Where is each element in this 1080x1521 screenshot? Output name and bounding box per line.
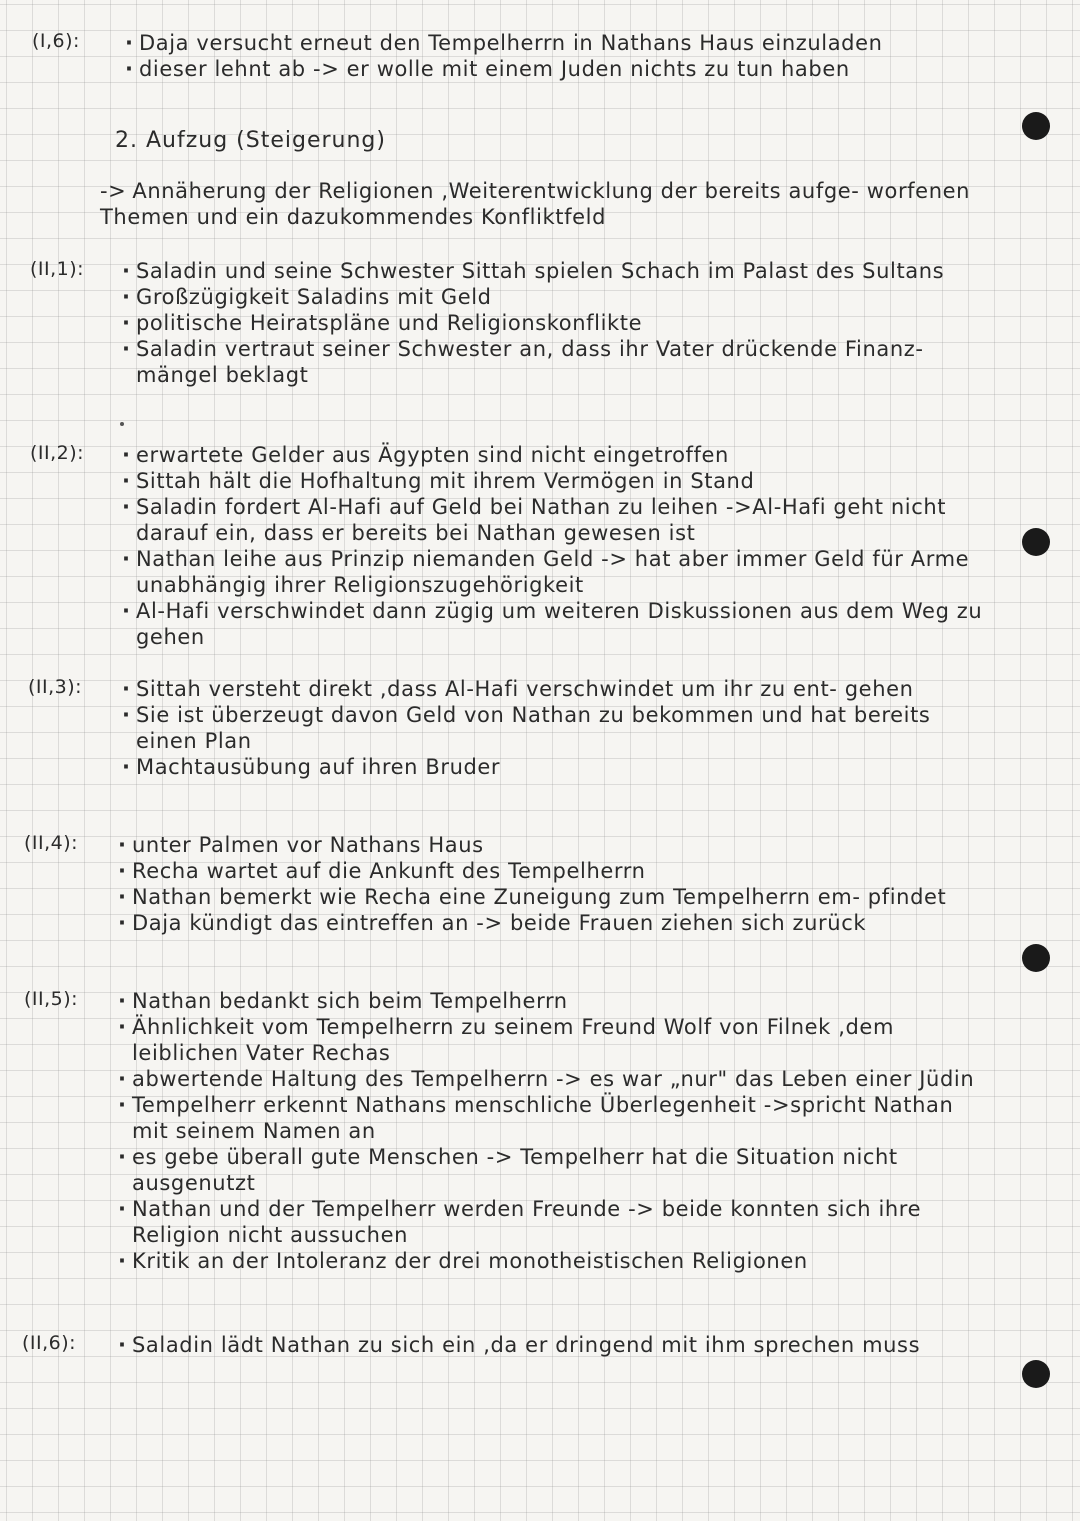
page-title: 2. Aufzug (Steigerung): [115, 128, 386, 153]
binder-hole: [1022, 944, 1050, 972]
list-item: · unter Palmen vor Nathans Haus: [118, 832, 998, 858]
list-item: · Nathan bemerkt wie Recha eine Zuneigung zum Tempelherrn em- pfindet: [118, 884, 998, 910]
bullet-list: [118, 832, 998, 936]
list-item: · Nathan leihe aus Prinzip niemanden Geld -> hat aber immer Geld für Arme unabhängig ihrer Religionszugehörigkeit: [122, 546, 1002, 598]
bullet-list: [122, 258, 982, 388]
list-item: · Al-Hafi verschwindet dann zügig um weiteren Diskussionen aus dem Weg zu gehen: [122, 598, 1002, 650]
list-item: · Großzügigkeit Saladins mit Geld: [122, 284, 982, 310]
list-item: · es gebe überall gute Menschen -> Tempelherr hat die Situation nicht ausgenutzt: [118, 1144, 988, 1196]
arrow-icon: ->: [100, 179, 127, 203]
list-item: · dieser lehnt ab -> er wolle mit einem Juden nichts zu tun haben: [125, 56, 1005, 82]
bullet-list: [122, 442, 1002, 650]
list-item: · erwartete Gelder aus Ägypten sind nicht eingetroffen: [122, 442, 1002, 468]
bullet-list: [118, 988, 988, 1274]
list-item: · Daja kündigt das eintreffen an -> beide Frauen ziehen sich zurück: [118, 910, 998, 936]
scene-label: (II,1):: [30, 258, 85, 280]
list-item: · Nathan bedankt sich beim Tempelherrn: [118, 988, 988, 1014]
scene-label: (II,6):: [22, 1332, 77, 1354]
list-item: · Nathan und der Tempelherr werden Freunde -> beide konnten sich ihre Religion nicht aussuchen: [118, 1196, 988, 1248]
list-item: · Sie ist überzeugt davon Geld von Nathan zu bekommen und hat bereits einen Plan: [122, 702, 982, 754]
scene-label: (II,5):: [24, 988, 79, 1010]
list-item: · Daja versucht erneut den Tempelherrn in Nathans Haus einzuladen: [125, 30, 1005, 56]
list-item: · Machtausübung auf ihren Bruder: [122, 754, 982, 780]
intro-body: Annäherung der Religionen ,Weiterentwicklung der bereits aufge- worfenen Themen und ein dazukommendes Konfliktfeld: [100, 179, 971, 229]
scene-label: (II,4):: [24, 832, 79, 854]
list-item: · Saladin lädt Nathan zu sich ein ,da er dringend mit ihm sprechen muss: [118, 1332, 998, 1358]
list-item: · Sittah versteht direkt ,dass Al-Hafi verschwindet um ihr zu ent- gehen: [122, 676, 982, 702]
bullet-list: [125, 30, 1005, 82]
list-item: · Saladin fordert Al-Hafi auf Geld bei Nathan zu leihen ->Al-Hafi geht nicht darauf ein, dass er bereits bei Nathan gewesen ist: [122, 494, 1002, 546]
scene-label: (II,2):: [30, 442, 85, 464]
scene-label: (II,3):: [28, 676, 83, 698]
list-item: · Ähnlichkeit vom Tempelherrn zu seinem Freund Wolf von Filnek ,dem leiblichen Vater Rechas: [118, 1014, 988, 1066]
binder-hole: [1022, 1360, 1050, 1388]
binder-hole: [1022, 112, 1050, 140]
stray-dot: [120, 422, 124, 426]
list-item: · Saladin vertraut seiner Schwester an, dass ihr Vater drückende Finanz- mängel beklagt: [122, 336, 982, 388]
intro-text: [100, 178, 1000, 230]
list-item: · politische Heiratspläne und Religionskonflikte: [122, 310, 982, 336]
list-item: · Saladin und seine Schwester Sittah spielen Schach im Palast des Sultans: [122, 258, 982, 284]
list-item: · abwertende Haltung des Tempelherrn -> es war „nur" das Leben einer Jüdin: [118, 1066, 988, 1092]
list-item: · Tempelherr erkennt Nathans menschliche Überlegenheit ->spricht Nathan mit seinem Namen an: [118, 1092, 988, 1144]
binder-hole: [1022, 528, 1050, 556]
bullet-list: [122, 676, 982, 780]
bullet-list: [118, 1332, 998, 1358]
scene-label: (I,6):: [32, 30, 80, 52]
list-item: · Sittah hält die Hofhaltung mit ihrem Vermögen in Stand: [122, 468, 1002, 494]
list-item: · Kritik an der Intoleranz der drei monotheistischen Religionen: [118, 1248, 988, 1274]
list-item: · Recha wartet auf die Ankunft des Tempelherrn: [118, 858, 998, 884]
